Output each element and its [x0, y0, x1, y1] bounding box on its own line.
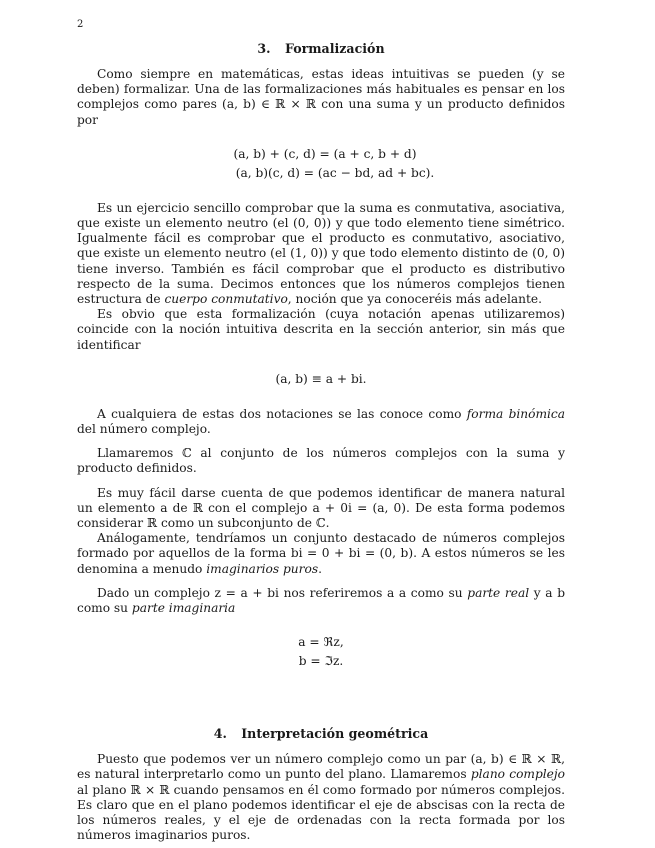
section-4-number: 4.: [213, 726, 227, 742]
equation-identification: [77, 370, 565, 389]
emphasis-forma-binomica: forma binómica: [466, 406, 566, 421]
emphasis-parte-real: parte real: [467, 585, 530, 600]
equation-sum-product: [77, 145, 565, 183]
paragraph-field-properties: [77, 201, 565, 307]
text: Puesto que podemos ver un número complejo como un par (a, b) ∈ ℝ × ℝ, es natural interpretarlo como un punto del plano. Llamaremos: [77, 752, 565, 782]
section-4-heading: [77, 726, 565, 742]
section-3-title: Formalización: [284, 41, 385, 56]
paragraph-real-imaginary-parts: [77, 586, 565, 616]
paragraph-geometric-interpretation: [77, 752, 565, 843]
text: y a b como su: [77, 585, 566, 616]
equation-real-part: a = ℜz,: [298, 635, 344, 650]
text: A cualquiera de estas dos notaciones se las conoce como: [97, 406, 462, 421]
equation-ident: (a, b) ≡ a + bi.: [275, 371, 367, 386]
paragraph-formalization-intro: Como siempre en matemáticas, estas ideas intuitivas se pueden (y se deben) formalizar. Una de las formalizaciones más habituales es pensar en los complejos como pares (a, b) ∈ ℝ × ℝ con una suma y un producto definidos por: [77, 67, 565, 127]
paragraph-real-subset: Es muy fácil darse cuenta de que podemos identificar de manera natural un elemento a de ℝ con el complejo a + 0i = (a, 0). De esta forma podemos considerar ℝ como un subconjunto de ℂ.: [77, 485, 565, 531]
paragraph-identification: Es obvio que esta formalización (cuya notación apenas utilizaremos) coincide con la noción intuitiva descrita en la sección anterior, sin más que identificar: [77, 307, 565, 352]
paragraph-complex-set: Llamaremos ℂ al conjunto de los números complejos con la suma y producto definidos.: [77, 446, 565, 476]
page-number: 2: [77, 19, 84, 30]
equation-parts: [77, 633, 565, 671]
section-3-heading: [77, 41, 565, 57]
paragraph-pure-imaginary: [77, 531, 565, 577]
text: Dado un complejo z = a + bi nos referiremos a a como su: [97, 585, 463, 600]
page-content: [77, 41, 565, 844]
equation-imaginary-part: b = ℑz.: [298, 654, 344, 669]
emphasis-plano-complejo: plano complejo: [470, 767, 566, 782]
paragraph-binomial-form: [77, 407, 565, 437]
section-4-title: Interpretación geométrica: [241, 726, 429, 742]
equation-product: (a, b)(c, d) = (ac − bd, ad + bc).: [235, 165, 435, 180]
text: al plano ℝ × ℝ cuando pensamos en él como formado por números complejos. Es claro que en el plano podemos identificar el eje de abscisas con la recta de los números reales, y el eje de ordenadas con la recta formada por los números imaginarios puros.: [77, 782, 565, 843]
section-3-number: 3.: [257, 41, 271, 56]
text: , noción que ya conoceréis más adelante.: [287, 292, 542, 307]
text: Análogamente, tendríamos un conjunto destacado de números complejos formado por aquellos de la forma bi = 0 + bi = (0, b). A estos números se les denomina a menudo: [77, 531, 565, 576]
emphasis-parte-imaginaria: parte imaginaria: [131, 601, 236, 616]
emphasis-cuerpo-conmutativo: cuerpo conmutativo: [164, 292, 288, 307]
text: Es un ejercicio sencillo comprobar que la suma es conmutativa, asociativa, que existe un elemento neutro (el (0, 0)) y que todo elemento tiene simétrico. Igualmente fácil es comprobar que el producto es conmutativo, asociativo, que existe un elemento neutro (el (1, 0)) y que todo elemento distinto de (0, 0) tiene inverso. También es fácil comprobar que el producto es distributivo respecto de la suma. Decimos entonces que los números complejos tienen estructura de: [77, 200, 565, 307]
equation-sum: (a, b) + (c, d) = (a + c, b + d): [233, 146, 417, 161]
text: .: [318, 561, 322, 576]
emphasis-imaginarios-puros: imaginarios puros: [206, 561, 319, 576]
text: del número complejo.: [77, 422, 211, 437]
